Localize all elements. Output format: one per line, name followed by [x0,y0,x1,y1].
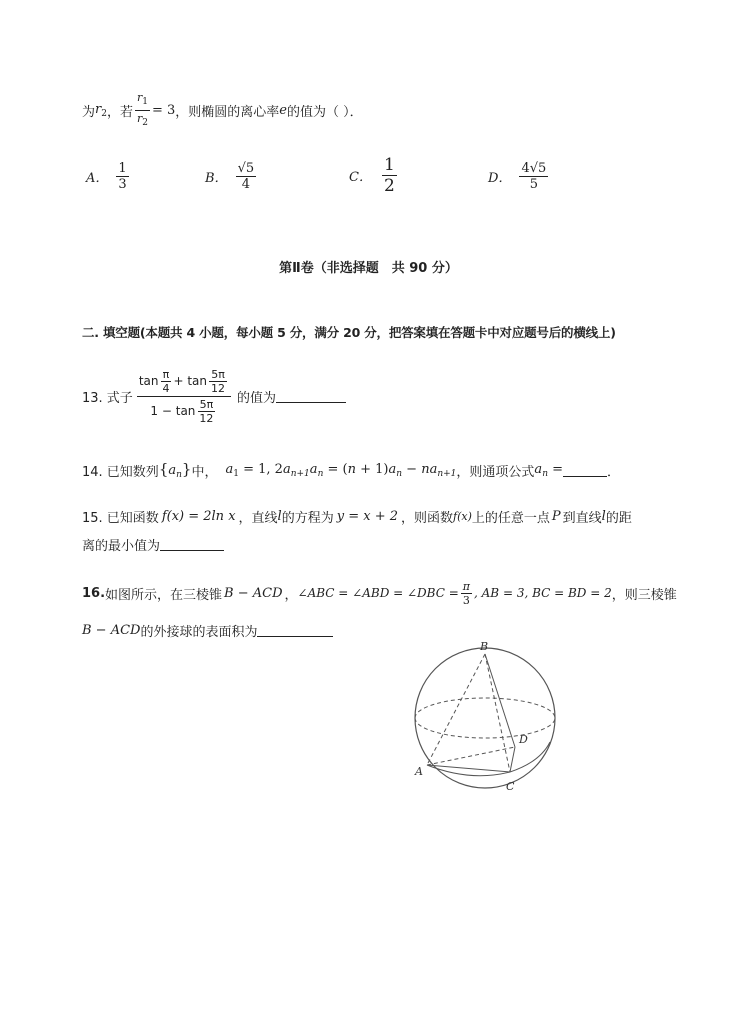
q15-text-d: ，则函数 [401,510,454,526]
arc-cd [510,742,550,772]
option-a-fraction [116,161,128,192]
q12-r2: $r_2$ [95,101,107,119]
q15-line1 [82,505,632,527]
q14-condition: $a_1 = 1$, $2a_{n+1}a_n = (n + 1)a_n - na_{n+1}$ [225,461,457,479]
label-a: A [415,765,423,778]
q12-e: e [279,102,287,118]
q13-denominator [148,397,219,425]
q13-5pi-over-12 [209,368,227,395]
q13-prefix: 13. 式子 [82,390,133,406]
option-a-den: 3 [118,176,127,192]
option-b-label: B． [205,170,228,186]
q16-text-b: ，则三棱锥 [611,587,677,603]
q12-frac-den: $r_2$ [136,111,148,128]
q16-tetrahedron-2: B − ACD [82,622,141,638]
q12-text-3: ，则椭圆的离心率 [175,104,280,120]
option-a[interactable] [86,156,131,196]
q15-text-b: ，直线 [238,510,278,526]
q15-text-e: 上的任意一点 [471,510,550,526]
q16-pi-over-3 [461,580,472,607]
q16-comma: ， [284,587,298,603]
q13-pi-num: π [162,367,170,381]
q13 [82,360,346,432]
q15-function-2: f(x) [453,509,472,523]
q13-pi-den: 4 [162,381,170,395]
q16-pi-den: 3 [462,593,470,607]
edge-ba [427,654,485,765]
option-c-label: C． [349,169,372,185]
q15-line2 [82,534,224,554]
q14-end: ． [607,464,621,480]
equator-back [415,698,555,718]
q16-text-line2: 的外接球的表面积为 [140,624,258,640]
q15-line-l: l [277,508,282,524]
q16-angles: ∠ABC = ∠ABD = ∠DBC = [297,586,459,600]
q16-text-a: 如图所示，在三棱锥 [105,587,223,603]
label-b: B [480,640,489,653]
q15-function: f(x) = 2ln x [161,508,236,524]
q14-mid: 中， [191,464,218,480]
q15-text-a: 15. 已知函数 [82,510,159,526]
option-c-den: 2 [383,175,395,196]
q16-line2 [82,620,333,640]
q13-5pi-den: 12 [211,381,226,395]
q14-sequence: $\{a_n\}$ [158,460,192,480]
q15-text-line2: 离的最小值为 [82,538,161,554]
q14-tail: ，则通项公式 [456,464,535,480]
arc-ac [427,765,510,776]
q12-text-1: 为 [82,104,96,120]
q13-suffix: 的值为 [237,390,277,406]
edge-cd [510,747,515,772]
label-c: C [506,780,515,793]
edge-ad [427,747,515,765]
q13-fraction [137,368,231,425]
q13-den-5pi-over-12 [197,398,215,425]
sphere-tetrahedron-figure [400,630,570,800]
equator-front [415,718,555,738]
q12-tail-line [82,92,363,128]
q13-den-5pi-num: 5π [199,397,214,411]
option-d-fraction [519,161,548,192]
q13-one-minus-tan: 1 − tan [150,404,196,418]
q12-text-2: ，若 [106,104,133,120]
q14 [82,458,620,482]
option-d-num: 4√5 [521,160,547,176]
q16-number: 16. [82,585,106,601]
part2-title: 第Ⅱ卷（非选择题 共 90 分） [279,261,458,276]
option-b-den: 4 [241,176,250,192]
q15-text-g: 的距 [605,510,632,526]
option-b-fraction [236,161,257,192]
option-d[interactable] [488,156,550,196]
q15-line-l-2: l [601,508,606,524]
q15-text-c: 的方程为 [281,510,334,526]
edge-bd [485,654,515,747]
q15-answer-blank[interactable] [160,538,224,551]
option-a-label: A． [86,170,109,186]
label-d: D [519,733,528,746]
section-title: 二. 填空题(本题共 4 小题，每小题 5 分，满分 20 分，把答案填在答题卡中对应题号后的横线上) [82,325,616,340]
q16-line1 [82,575,677,611]
q12-frac-num: $r_1$ [135,90,150,111]
q16-pi-num: π [462,579,471,593]
q12-text-4: 的值为（ ）． [287,104,363,120]
option-d-den: 5 [529,176,538,192]
q12-eq: = 3 [151,102,176,118]
q13-5pi-num: 5π [211,367,225,381]
q15-text-f: 到直线 [562,510,602,526]
option-c[interactable] [349,152,399,198]
sphere-outline [415,648,555,788]
option-c-fraction [382,155,397,196]
q16-lengths: , AB = 3, BC = BD = 2 [474,586,612,600]
q12-fraction [135,90,150,131]
q13-pi-over-4 [160,368,171,395]
option-d-label: D． [488,170,512,186]
q13-numerator [137,368,231,397]
option-b-num: √5 [237,160,255,176]
q13-tan-1: tan [138,374,159,388]
q14-an: $a_n$ = [534,461,564,479]
q16-tetrahedron: B − ACD [224,585,283,601]
option-b[interactable] [205,156,258,196]
option-c-num: 1 [383,154,395,175]
q13-den-5pi-den: 12 [199,411,214,425]
q13-answer-blank[interactable] [276,390,346,403]
q15-point-p: P [551,508,561,524]
q16-answer-blank[interactable] [257,624,333,637]
q14-answer-blank[interactable] [563,464,607,477]
edge-bc [485,654,510,772]
q15-line-eq: y = x + 2 [336,508,398,524]
option-a-num: 1 [118,160,127,176]
q14-prefix: 14. 已知数列 [82,464,159,480]
q13-plus-tan: + tan [173,374,208,388]
